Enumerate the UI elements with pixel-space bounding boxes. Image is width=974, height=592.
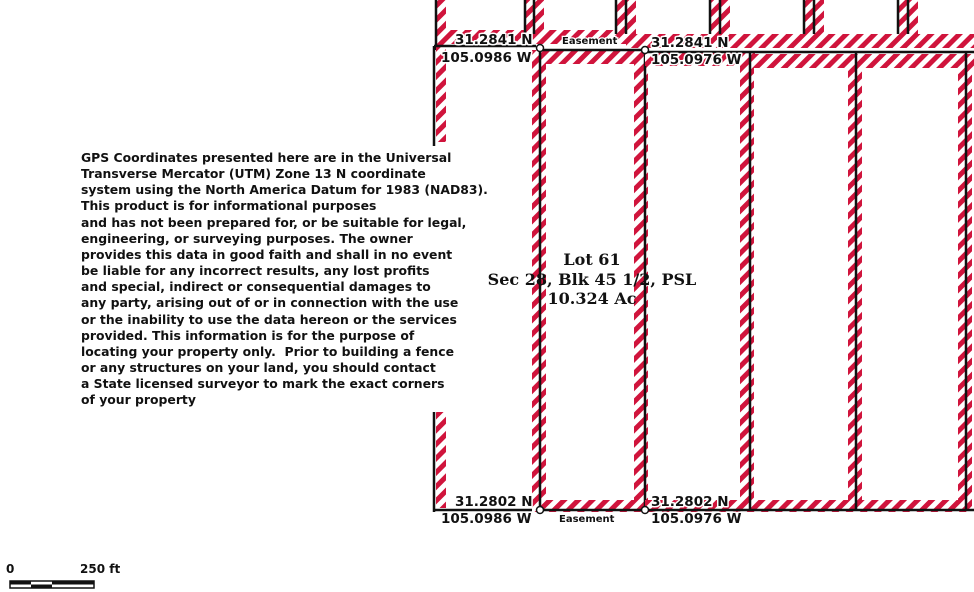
lot-legal-description: Sec 28, Blk 45 1/2, PSL (487, 269, 697, 289)
easement-south-label: Easement (559, 514, 615, 525)
lot-label (480, 250, 704, 309)
disclaimer-text: GPS Coordinates presented here are in the Universal Transverse Mercator (UTM) Zone 13 N coordinate system using the North America Datum for 1983 (NAD83). This product is for informational purposes and has not been prepared for, or be suitable for legal, engineering, or surveying purposes. The owner provides this data in good faith and shall in no event be liable for any incorrect results, any lost profits and special, indirect or consequential damages to any party, arising out of or in connection with the use or the inability to use the data hereon or the services provided. This information is for the purpose of locating your property only. Prior to building a fence or any structures on your land, you should contact a State licensed surveyor to mark the exact corners of your property (81, 150, 501, 409)
corner-ne-longitude: 105.0976 W (651, 52, 742, 68)
corner-nw-latitude: 31.2841 N (455, 32, 533, 48)
lot-name: Lot 61 (563, 250, 621, 269)
corner-sw-marker (537, 507, 544, 514)
corner-se-longitude: 105.0976 W (651, 511, 742, 527)
lot-acreage: 10.324 Ac (547, 289, 637, 308)
easement-north-label: Easement (562, 36, 618, 47)
scale-bar-end-label: 250 ft (80, 562, 121, 576)
corner-se-latitude: 31.2802 N (651, 494, 729, 510)
corner-nw-longitude: 105.0986 W (441, 50, 532, 66)
scale-bar (6, 562, 120, 588)
corner-ne-latitude: 31.2841 N (651, 35, 729, 51)
corner-se-marker (642, 507, 649, 514)
scale-bar-start-label: 0 (6, 562, 15, 576)
corner-ne-marker (642, 47, 649, 54)
corner-sw-longitude: 105.0986 W (441, 511, 532, 527)
corner-sw-latitude: 31.2802 N (455, 494, 533, 510)
corner-nw-marker (537, 45, 544, 52)
